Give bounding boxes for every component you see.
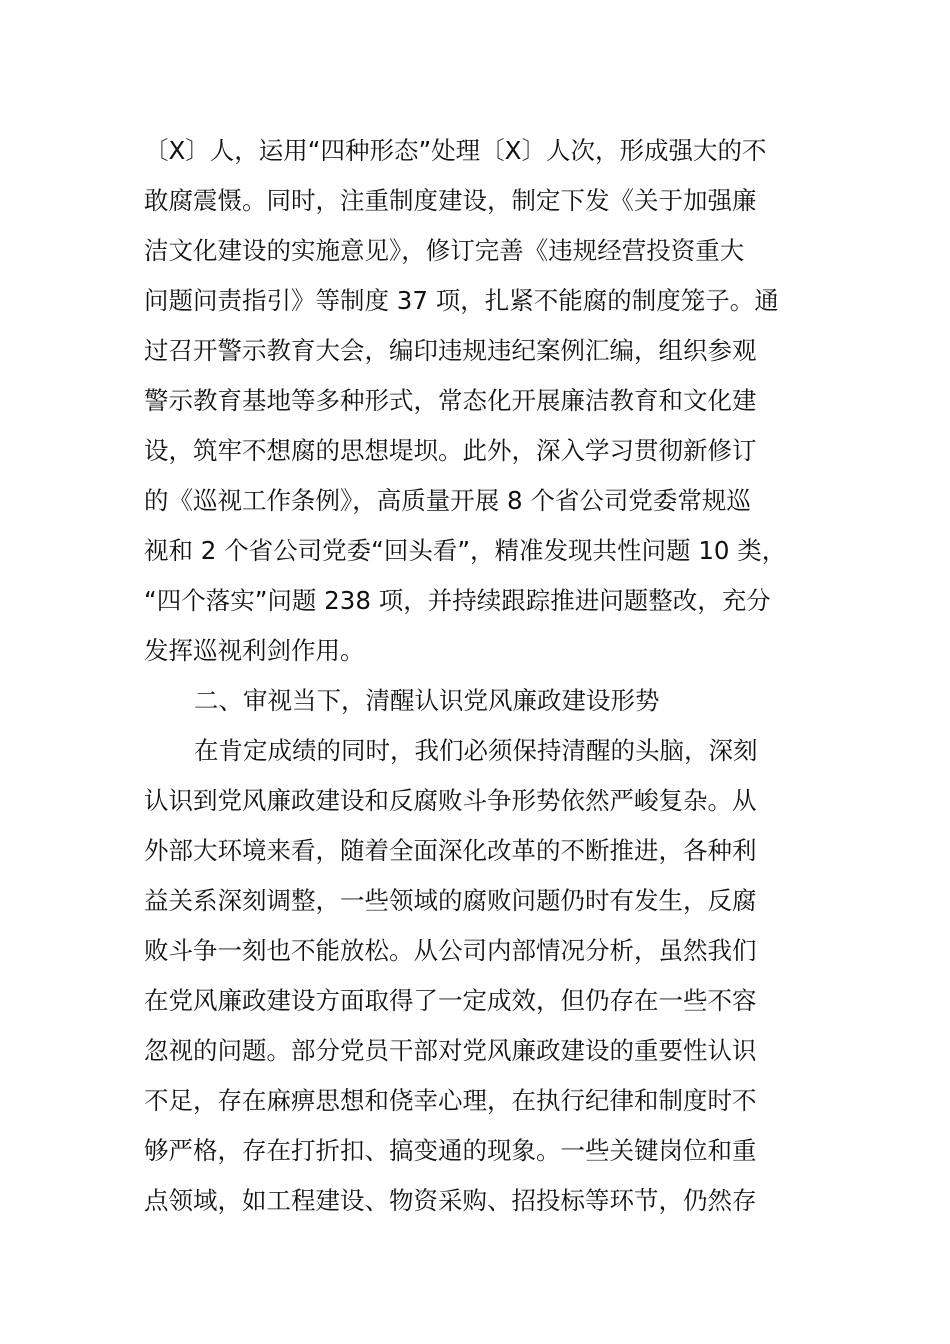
text-line-11: 发挥巡视利剑作用。 — [144, 636, 365, 665]
text-line-2: 敢腐震慑。同时，注重制度建设，制定下发《关于加强廉 — [144, 186, 757, 215]
text-line-22: 点领域，如工程建设、物资采购、招投标等环节，仍然存 — [144, 1186, 757, 1215]
text-line-9: 视和 2 个省公司党委“回头看”，精准发现共性问题 10 类， — [144, 536, 787, 565]
text-line-6: 警示教育基地等多种形式，常态化开展廉洁教育和文化建 — [144, 386, 757, 415]
text-line-18: 在党风廉政建设方面取得了一定成效，但仍存在一些不容 — [144, 986, 757, 1015]
document-body — [144, 126, 808, 1226]
section-heading: 二、审视当下，清醒认识党风廉政建设形势 — [194, 686, 660, 715]
text-line-16: 益关系深刻调整，一些领域的腐败问题仍时有发生，反腐 — [144, 886, 757, 915]
text-line-13: 在肯定成绩的同时，我们必须保持清醒的头脑，深刻 — [194, 736, 758, 765]
text-line-10: “四个落实”问题 238 项，并持续跟踪推进问题整改，充分 — [144, 586, 771, 615]
text-line-20: 不足，存在麻痹思想和侥幸心理，在执行纪律和制度时不 — [144, 1086, 757, 1115]
text-line-21: 够严格，存在打折扣、搞变通的现象。一些关键岗位和重 — [144, 1136, 757, 1165]
text-line-5: 过召开警示教育大会，编印违规违纪案例汇编，组织参观 — [144, 336, 757, 365]
text-line-14: 认识到党风廉政建设和反腐败斗争形势依然严峻复杂。从 — [144, 786, 757, 815]
text-line-7: 设，筑牢不想腐的思想堤坝。此外，深入学习贯彻新修订 — [144, 436, 757, 465]
text-line-19: 忽视的问题。部分党员干部对党风廉政建设的重要性认识 — [144, 1036, 757, 1065]
text-line-8: 的《巡视工作条例》，高质量开展 8 个省公司党委常规巡 — [144, 486, 751, 515]
text-line-15: 外部大环境来看，随着全面深化改革的不断推进，各种利 — [144, 836, 757, 865]
text-line-4: 问题问责指引》等制度 37 项，扎紧不能腐的制度笼子。通 — [144, 286, 779, 315]
text-line-17: 败斗争一刻也不能放松。从公司内部情况分析，虽然我们 — [144, 936, 757, 965]
text-line-3: 洁文化建设的实施意见》，修订完善《违规经营投资重大 — [144, 236, 745, 265]
text-line-1: 〔X〕人，运用“四种形态”处理〔X〕人次，形成强大的不 — [144, 136, 767, 165]
